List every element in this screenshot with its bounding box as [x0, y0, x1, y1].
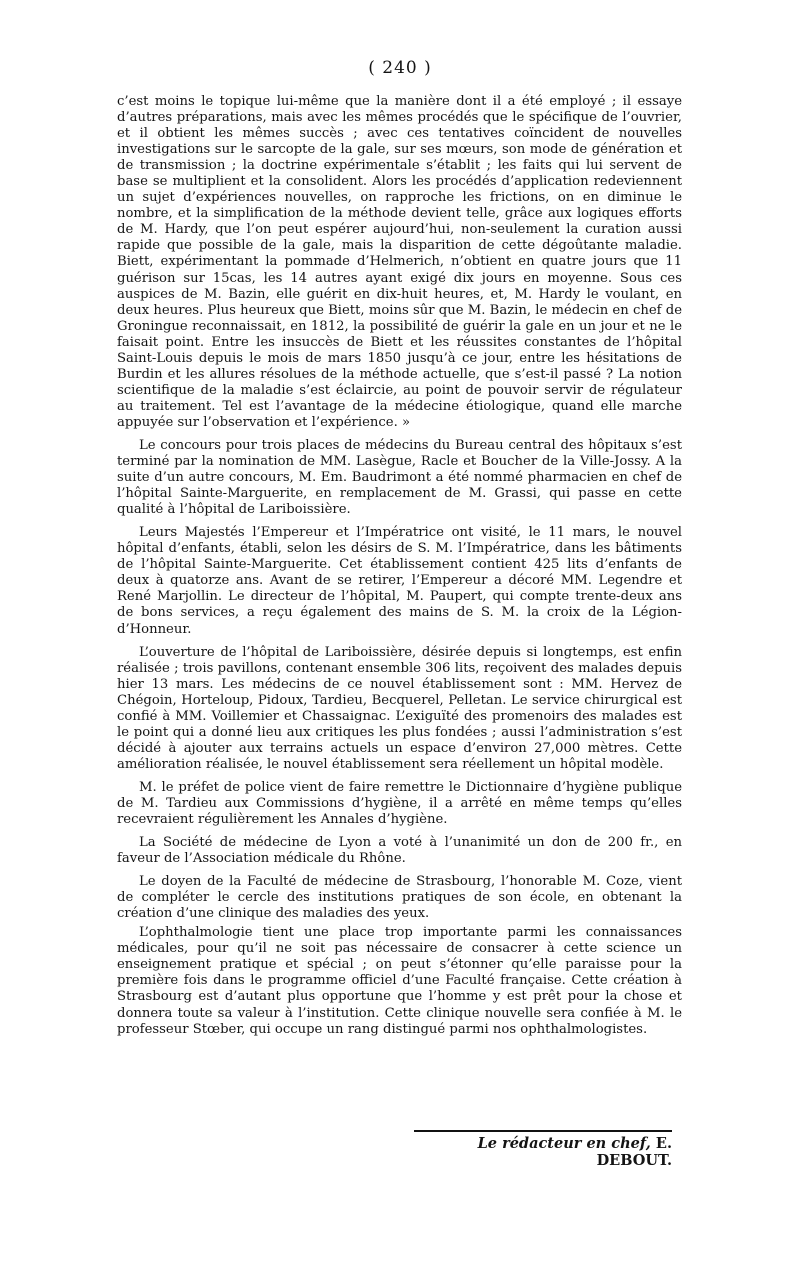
paragraph-imperial-visit: Leurs Majestés l’Empereur et l’Impératrice ont visité, le 11 mars, le nouvel hôpital d’enfants, établi, selon les désirs de S. M. l’Impératrice, dans les bâtiments de l’hôpital Sainte-Marguerite. Cet établissement contient 425 lits d’enfants de deux à quatorze ans. Avant de se retirer, l’Empereur a décoré MM. Legendre et René Marjollin. Le directeur de l’hôpital, M. Paupert, qui compte trente-deux ans de bons services, a reçu également des mains de S. M. la croix de la Légion-d’Honneur.: [117, 525, 682, 637]
paragraph-bureau-central-competition: Le concours pour trois places de médecins du Bureau central des hôpitaux s’est terminé par la nomination de MM. Lasègue, Racle et Boucher de la Ville-Jossy. A la suite d’un autre concours, M. Em. Baudrimont a été nommé pharmacien en chef de l’hôpital Sainte-Marguerite, en remplacement de M. Grassi, qui passe en cette qualité à l’hôpital de Lariboissière.: [117, 437, 682, 518]
signature-name: E. DEBOUT.: [596, 1135, 672, 1169]
article-body: [117, 94, 682, 1038]
signature-role: Le rédacteur en chef,: [477, 1135, 651, 1152]
paragraph-hygiene-dictionary: M. le préfet de police vient de faire remettre le Dictionnaire d’hygiène publique de M. Tardieu aux Commissions d’hygiène, il a arrêté en même temps qu’elles recevraient régulièrement les Annales d’hygiène.: [117, 779, 682, 828]
paragraph-strasbourg-clinic: Le doyen de la Faculté de médecine de Strasbourg, l’honorable M. Coze, vient de compléter le cercle des institutions pratiques de son école, en obtenant la création d’une clinique des maladies des yeux.: [117, 874, 682, 922]
paragraph-ophthalmology: L’ophthalmologie tient une place trop importante parmi les connaissances médicales, pour qu’il ne soit pas nécessaire de consacrer à cette science un enseignement pratique et spécial ; on peut s’étonner qu’elle paraisse pour la première fois dans le programme officiel d’une Faculté française. Cette création à Strasbourg est d’autant plus opportune que l’homme y est prêt pour la chose et donnera toute sa valeur à l’institution. Cette clinique nouvelle sera confiée à M. le professeur Stœber, qui occupe un rang distingué parmi nos ophthalmologistes.: [117, 925, 682, 1037]
page-number: ( 240 ): [368, 58, 432, 78]
paragraph-scabies-treatment: c’est moins le topique lui-même que la manière dont il a été employé ; il essaye d’autres préparations, mais avec les mêmes procédés que le spécifique de l’ouvrier, et il obtient les mêmes succès ; avec ces tentatives coïncident de nouvelles investigations sur le sarcopte de la gale, sur ses mœurs, son mode de génération et de transmission ; la doctrine expérimentale s’établit ; les faits qui lui servent de base se multiplient et la consolident. Alors les procédés d’application redeviennent un sujet d’expériences nouvelles, on rapproche les frictions, on en diminue le nombre, et la simplification de la méthode devient telle, grâce aux logiques efforts de M. Hardy, que l’on peut espérer aujourd’hui, non-seulement la curation aussi rapide que possible de la gale, mais la disparition de cette dégoûtante maladie. Biett, expérimentant la pommade d’Helmerich, n’obtient en quatre jours que 11 guérison sur 15cas, les 14 autres ayant exigé dix jours en moyenne. Sous ces auspices de M. Bazin, elle guérit en dix-huit heures, et, M. Hardy le voulant, en deux heures. Plus heureux que Biett, moins sûr que M. Bazin, le médecin en chef de Groningue reconnaissait, en 1812, la possibilité de guérir la gale en un jour et ne le faisait point. Entre les insuccès de Biett et les réussites constantes de l’hôpital Saint-Louis depuis le mois de mars 1850 jusqu’à ce jour, entre les hésitations de Burdin et les allures résolues de la méthode actuelle, que s’est-il passé ? La notion scientifique de la maladie s’est éclaircie, au point de pouvoir servir de régulateur au traitement. Tel est l’avantage de la médecine étiologique, quand elle marche appuyée sur l’observation et l’expérience. »: [117, 94, 682, 430]
signature: [414, 1130, 672, 1169]
paragraph-lariboissiere-opening: L’ouverture de l’hôpital de Lariboissière, désirée depuis si longtemps, est enfin réalisée ; trois pavillons, contenant ensemble 306 lits, reçoivent des malades depuis hier 13 mars. Les médecins de ce nouvel établissement sont : MM. Hervez de Chégoin, Horteloup, Pidoux, Tardieu, Becquerel, Pelletan. Le service chirurgical est confié à MM. Voillemier et Chassaignac. L’exiguïté des promenoirs des malades est le point qui a donné lieu aux critiques les plus fondées ; aussi l’administration s’est décidé à ajouter aux terrains actuels un espace d’environ 27,000 mètres. Cette amélioration réalisée, le nouvel établissement sera réellement un hôpital modèle.: [117, 644, 682, 772]
paragraph-lyon-society: La Société de médecine de Lyon a voté à l’unanimité un don de 200 fr., en faveur de l’Association médicale du Rhône.: [117, 835, 682, 867]
